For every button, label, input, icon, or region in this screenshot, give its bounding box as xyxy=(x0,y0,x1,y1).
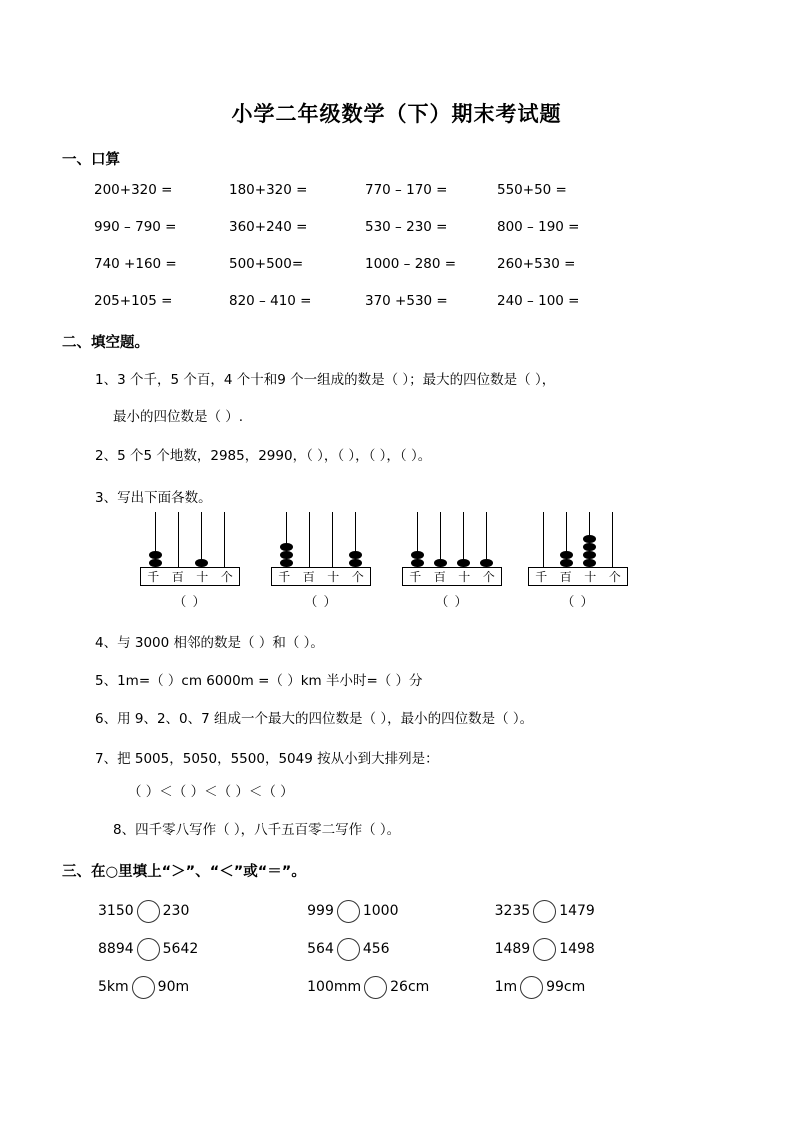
compare-right-value: 1000 xyxy=(362,903,399,919)
oral-row xyxy=(62,182,722,219)
oral-problem: 770 – 170 = xyxy=(365,182,448,198)
comparison-item xyxy=(495,900,682,923)
comparison-item xyxy=(290,938,494,961)
compare-left-value: 100mm xyxy=(307,979,362,995)
bead xyxy=(560,551,573,560)
comparison-circle[interactable] xyxy=(137,938,160,961)
oral-problem: 205+105 = xyxy=(94,293,173,309)
rod-ones xyxy=(612,512,613,567)
oral-problem: 820 – 410 = xyxy=(229,293,312,309)
beads-tens xyxy=(457,559,470,567)
place-label-hundreds: 百 xyxy=(171,569,184,584)
question-3: 3、写出下面各数。 xyxy=(95,490,212,506)
place-label-thousands: 千 xyxy=(147,569,160,584)
place-label-ones: 个 xyxy=(220,569,233,584)
compare-right-value: 99cm xyxy=(546,979,586,995)
abacus-body xyxy=(271,512,371,584)
comparison-item xyxy=(495,976,682,999)
question-8: 8、四千零八写作（ ），八千五百零二写作（ ）。 xyxy=(113,822,401,838)
place-label-ones: 个 xyxy=(482,569,495,584)
oral-problem: 240 – 100 = xyxy=(497,293,580,309)
compare-left-value: 5km xyxy=(98,979,129,995)
rod-hundreds xyxy=(309,512,310,567)
compare-right-value: 26cm xyxy=(390,979,430,995)
rod-ones xyxy=(224,512,225,567)
abacus-answer-bracket: （ ） xyxy=(304,595,338,610)
comparison-row xyxy=(62,930,682,968)
comparison-circle[interactable] xyxy=(337,938,360,961)
comparison-row xyxy=(62,968,682,1006)
abacus-answer-bracket: （ ） xyxy=(561,595,595,610)
comparison-item xyxy=(62,938,290,961)
place-label-tens: 十 xyxy=(196,569,209,584)
question-7-line-2: （ ）＜（ ）＜（ ）＜（ ） xyxy=(128,784,294,800)
rod-tens xyxy=(332,512,333,567)
comparison-circle[interactable] xyxy=(533,900,556,923)
oral-row xyxy=(62,219,722,256)
abacus-rods xyxy=(402,512,502,567)
beads-ones xyxy=(349,551,362,567)
bead xyxy=(411,559,424,568)
abacus-4 xyxy=(528,512,628,610)
place-label-thousands: 千 xyxy=(409,569,422,584)
oral-problem: 1000 – 280 = xyxy=(365,256,457,272)
comparison-item xyxy=(62,976,290,999)
comparison-circle[interactable] xyxy=(520,976,543,999)
comparison-circle[interactable] xyxy=(533,938,556,961)
bead xyxy=(280,559,293,568)
compare-right-value: 1479 xyxy=(559,903,595,919)
beads-tens xyxy=(195,559,208,567)
beads-thousands xyxy=(280,543,293,567)
bead xyxy=(149,551,162,560)
oral-problem: 530 – 230 = xyxy=(365,219,448,235)
place-label-thousands: 千 xyxy=(278,569,291,584)
bead xyxy=(195,559,208,568)
beads-hundreds xyxy=(560,551,573,567)
question-6: 6、用 9、2、0、7 组成一个最大的四位数是（ ），最小的四位数是（ ）。 xyxy=(95,711,534,727)
abacus-1 xyxy=(140,512,240,610)
oral-problem: 180+320 = xyxy=(229,182,308,198)
bead xyxy=(583,551,596,560)
beads-thousands xyxy=(149,551,162,567)
rod-thousands xyxy=(543,512,544,567)
place-label-tens: 十 xyxy=(584,569,597,584)
place-label-hundreds: 百 xyxy=(302,569,315,584)
oral-problem: 990 – 790 = xyxy=(94,219,177,235)
abacus-frame xyxy=(402,567,502,586)
oral-problem: 260+530 = xyxy=(497,256,576,272)
compare-left-value: 3235 xyxy=(494,903,531,919)
abacus-body xyxy=(528,512,628,584)
compare-right-value: 90m xyxy=(157,979,190,995)
bead xyxy=(583,559,596,568)
oral-row xyxy=(62,293,722,330)
compare-left-value: 1m xyxy=(494,979,518,995)
comparison-item xyxy=(62,900,290,923)
oral-problem: 360+240 = xyxy=(229,219,308,235)
comparison-circle[interactable] xyxy=(132,976,155,999)
oral-problem: 370 +530 = xyxy=(365,293,448,309)
rod-hundreds xyxy=(178,512,179,567)
bead xyxy=(457,559,470,568)
compare-left-value: 999 xyxy=(307,903,334,919)
place-label-ones: 个 xyxy=(351,569,364,584)
compare-right-value: 5642 xyxy=(162,941,199,957)
comparison-item xyxy=(495,938,682,961)
compare-right-value: 230 xyxy=(162,903,190,919)
question-7-line-1: 7、把 5005，5050，5500，5049 按从小到大排列是： xyxy=(95,751,439,767)
section-heading-oral: 一、口算 xyxy=(62,152,120,168)
beads-thousands xyxy=(411,551,424,567)
abacus-3 xyxy=(402,512,502,610)
place-label-tens: 十 xyxy=(458,569,471,584)
oral-problem: 500+500= xyxy=(229,256,304,272)
abacus-diagram-row xyxy=(140,512,660,610)
comparison-row xyxy=(62,892,682,930)
oral-problem: 740 +160 = xyxy=(94,256,177,272)
question-1-line-2: 最小的四位数是（ ）. xyxy=(113,409,244,425)
bead xyxy=(411,551,424,560)
abacus-rods xyxy=(140,512,240,567)
bead xyxy=(560,559,573,568)
bead xyxy=(149,559,162,568)
section-heading-fill-in: 二、填空题。 xyxy=(62,335,149,351)
abacus-answer-bracket: （ ） xyxy=(435,595,469,610)
compare-right-value: 1498 xyxy=(559,941,595,957)
abacus-body xyxy=(140,512,240,584)
compare-left-value: 3150 xyxy=(98,903,134,919)
bead xyxy=(583,543,596,552)
question-1-line-1: 1、3 个千，5 个百，4 个十和9 个一组成的数是（ ）；最大的四位数是（ ）， xyxy=(95,372,556,388)
comparison-item xyxy=(290,900,494,923)
bead xyxy=(583,535,596,544)
comparison-item xyxy=(290,976,494,999)
comparison-circle[interactable] xyxy=(337,900,360,923)
beads-hundreds xyxy=(434,559,447,567)
bead xyxy=(349,559,362,568)
bead xyxy=(480,559,493,568)
bead xyxy=(280,551,293,560)
place-label-ones: 个 xyxy=(608,569,621,584)
comparison-grid xyxy=(62,892,682,1006)
abacus-2 xyxy=(271,512,371,610)
section-heading-compare: 三、在○里填上“＞”、“＜”或“＝”。 xyxy=(62,864,306,880)
abacus-frame xyxy=(140,567,240,586)
oral-problem: 800 – 190 = xyxy=(497,219,580,235)
question-5: 5、1m=（ ）cm 6000m =（ ）km 半小时=（ ）分 xyxy=(95,673,423,689)
abacus-frame xyxy=(271,567,371,586)
oral-row xyxy=(62,256,722,293)
compare-left-value: 1489 xyxy=(494,941,531,957)
bead xyxy=(349,551,362,560)
question-4: 4、与 3000 相邻的数是（ ）和（ ）。 xyxy=(95,635,324,651)
beads-tens xyxy=(583,535,596,567)
compare-left-value: 564 xyxy=(307,941,334,957)
comparison-circle[interactable] xyxy=(137,900,160,923)
oral-problem: 200+320 = xyxy=(94,182,173,198)
abacus-rods xyxy=(528,512,628,567)
comparison-circle[interactable] xyxy=(364,976,387,999)
oral-problem: 550+50 = xyxy=(497,182,567,198)
place-label-tens: 十 xyxy=(327,569,340,584)
bead xyxy=(434,559,447,568)
abacus-frame xyxy=(528,567,628,586)
beads-ones xyxy=(480,559,493,567)
page-title: 小学二年级数学（下）期末考试题 xyxy=(231,101,562,126)
compare-left-value: 8894 xyxy=(98,941,134,957)
place-label-hundreds: 百 xyxy=(433,569,446,584)
abacus-answer-bracket: （ ） xyxy=(173,595,207,610)
oral-calculation-grid xyxy=(62,182,722,330)
abacus-rods xyxy=(271,512,371,567)
abacus-body xyxy=(402,512,502,584)
place-label-hundreds: 百 xyxy=(559,569,572,584)
bead xyxy=(280,543,293,552)
question-2: 2、5 个5 个地数，2985，2990，（ ），（ ），（ ），（ ）。 xyxy=(95,448,432,464)
compare-right-value: 456 xyxy=(362,941,390,957)
place-label-thousands: 千 xyxy=(535,569,548,584)
